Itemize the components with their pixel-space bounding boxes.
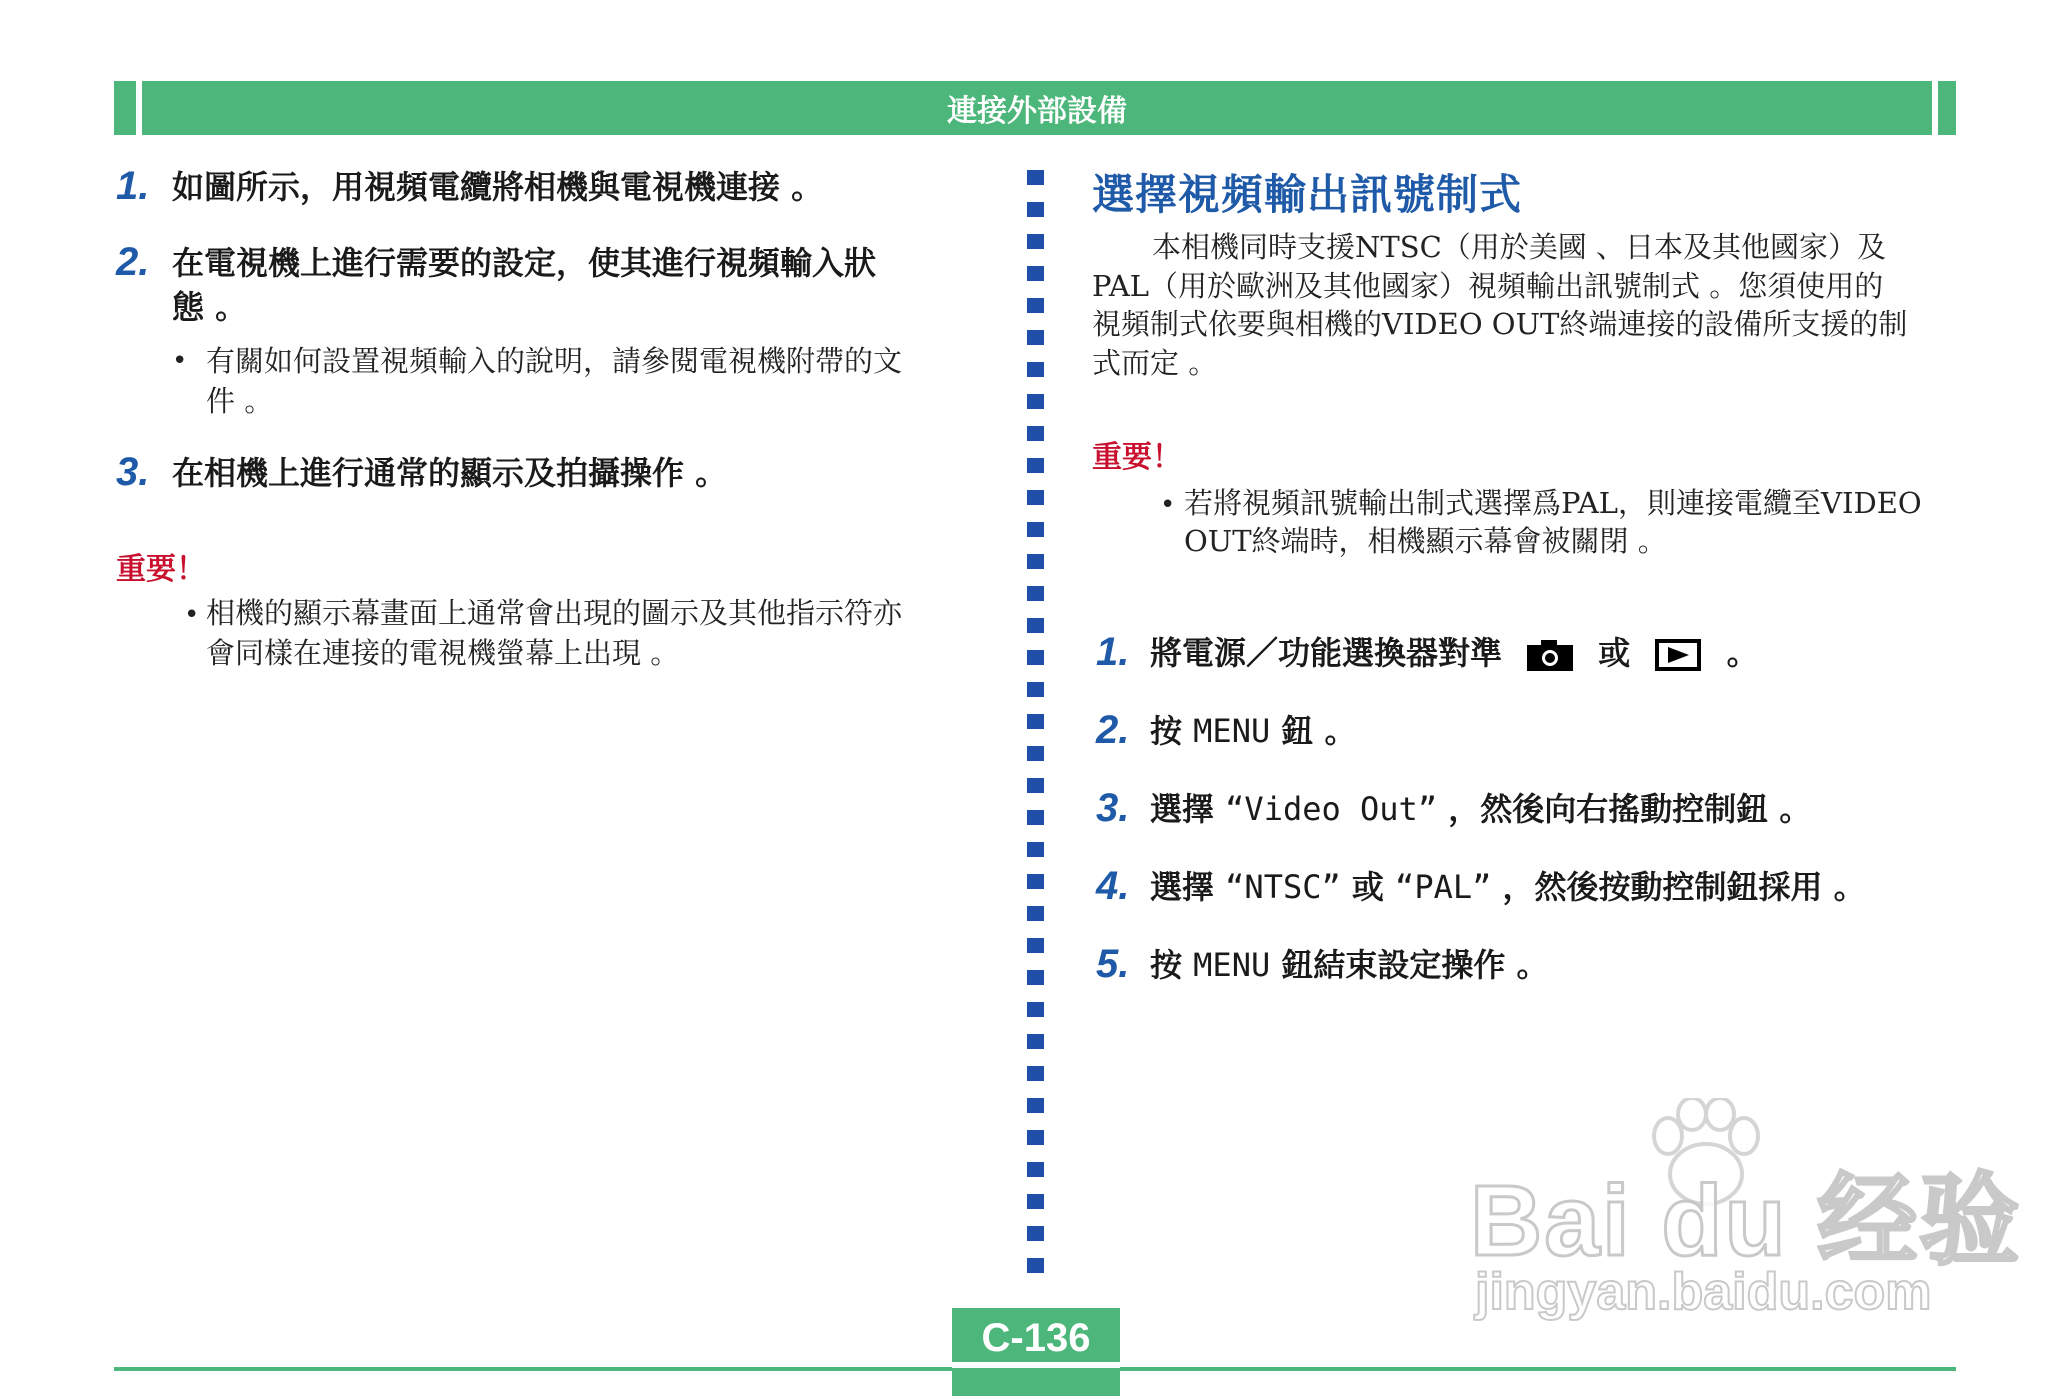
watermark-brand: Bai du 经验 — [1470, 1165, 2022, 1277]
step-number: 3. — [1096, 786, 1130, 830]
header-bar — [142, 81, 1932, 135]
camera-icon — [1527, 639, 1573, 671]
note-text: 有關如何設置視頻輸入的說明，請參閱電視機附帶的文 — [206, 344, 903, 378]
step-text — [1150, 866, 1866, 908]
intro-paragraph — [1092, 228, 1962, 382]
step-text-part: 。 — [1726, 634, 1759, 672]
step-number: 5. — [1096, 942, 1130, 986]
menu-option-label: “NTSC” — [1225, 868, 1341, 906]
menu-key-label: MENU — [1193, 712, 1271, 750]
step-number: 4. — [1096, 864, 1130, 908]
step-text-part: ，然後向右搖動控制鈕 。 — [1448, 790, 1812, 828]
header-bar-right-cap — [1938, 81, 1956, 135]
step-text-part: 鈕結束設定操作 。 — [1281, 946, 1549, 984]
play-icon — [1655, 639, 1701, 671]
step-number: 2. — [116, 240, 150, 284]
bullet: • — [1160, 490, 1176, 520]
menu-option-label: “Video Out” — [1225, 790, 1438, 828]
column-divider — [1027, 170, 1044, 1285]
step-number: 1. — [1096, 630, 1130, 674]
important-label: 重要！ — [1092, 440, 1182, 475]
step-text-part: 按 — [1150, 946, 1183, 984]
step-text-part: 選擇 — [1150, 790, 1215, 828]
important-note-text: 相機的顯示幕畫面上通常會出現的圖示及其他指示符亦 — [206, 596, 903, 630]
step-text — [1150, 710, 1357, 752]
step-text-part: 選擇 — [1150, 868, 1215, 906]
paragraph-line: 視頻制式依要與相機的VIDEO OUT終端連接的設備所支援的制 — [1092, 307, 1908, 341]
menu-key-label: MENU — [1193, 946, 1271, 984]
step-text-continued: 態 。 — [172, 288, 248, 326]
step-text: 在電視機上進行需要的設定，使其進行視頻輸入狀 — [172, 244, 877, 282]
step-number: 1. — [116, 164, 150, 208]
paragraph-line: 本相機同時支援NTSC（用於美國 、日本及其他國家）及 — [1152, 230, 1886, 264]
important-label: 重要！ — [116, 552, 206, 587]
step-text — [1150, 944, 1549, 986]
page-number: C-136 — [981, 1316, 1091, 1360]
watermark-url: jingyan.baidu.com — [1475, 1263, 1932, 1321]
step-text-part: ，然後按動控制鈕採用 。 — [1502, 868, 1866, 906]
step-text: 在相機上進行通常的顯示及拍攝操作 。 — [172, 454, 728, 492]
step-number: 2. — [1096, 708, 1130, 752]
step-text: 如圖所示，用視頻電纜將相機與電視機連接 。 — [172, 168, 824, 206]
step-text-part: 或 — [1351, 868, 1384, 906]
bullet: • — [172, 346, 188, 376]
step-number: 3. — [116, 450, 150, 494]
important-note-text: 若將視頻訊號輸出制式選擇爲PAL，則連接電纜至VIDEO — [1184, 486, 1922, 520]
menu-option-label: “PAL” — [1395, 868, 1492, 906]
page-tab-gap — [952, 1362, 1120, 1368]
step-text-part: 鈕 。 — [1281, 712, 1357, 750]
section-heading: 選擇視頻輸出訊號制式 — [1092, 170, 1523, 219]
header-bar-left-cap — [114, 81, 136, 135]
step-text-part: 將電源／功能選換器對準 — [1150, 634, 1503, 672]
step-text-part: 或 — [1598, 634, 1631, 672]
step-text — [1150, 632, 1759, 674]
paragraph-line: 式而定 。 — [1092, 345, 1218, 380]
note-text-continued: 件 。 — [206, 384, 274, 418]
step-text — [1150, 788, 1811, 830]
bullet: • — [184, 600, 200, 630]
important-note-text-continued: 會同樣在連接的電視機螢幕上出現 。 — [206, 636, 680, 670]
page-section-title: 連接外部設備 — [947, 94, 1127, 129]
paragraph-line: PAL（用於歐洲及其他國家）視頻輸出訊號制式 。您須使用的 — [1092, 268, 1884, 303]
important-note-text-continued: OUT終端時，相機顯示幕會被關閉 。 — [1184, 524, 1667, 558]
step-text-part: 按 — [1150, 712, 1183, 750]
